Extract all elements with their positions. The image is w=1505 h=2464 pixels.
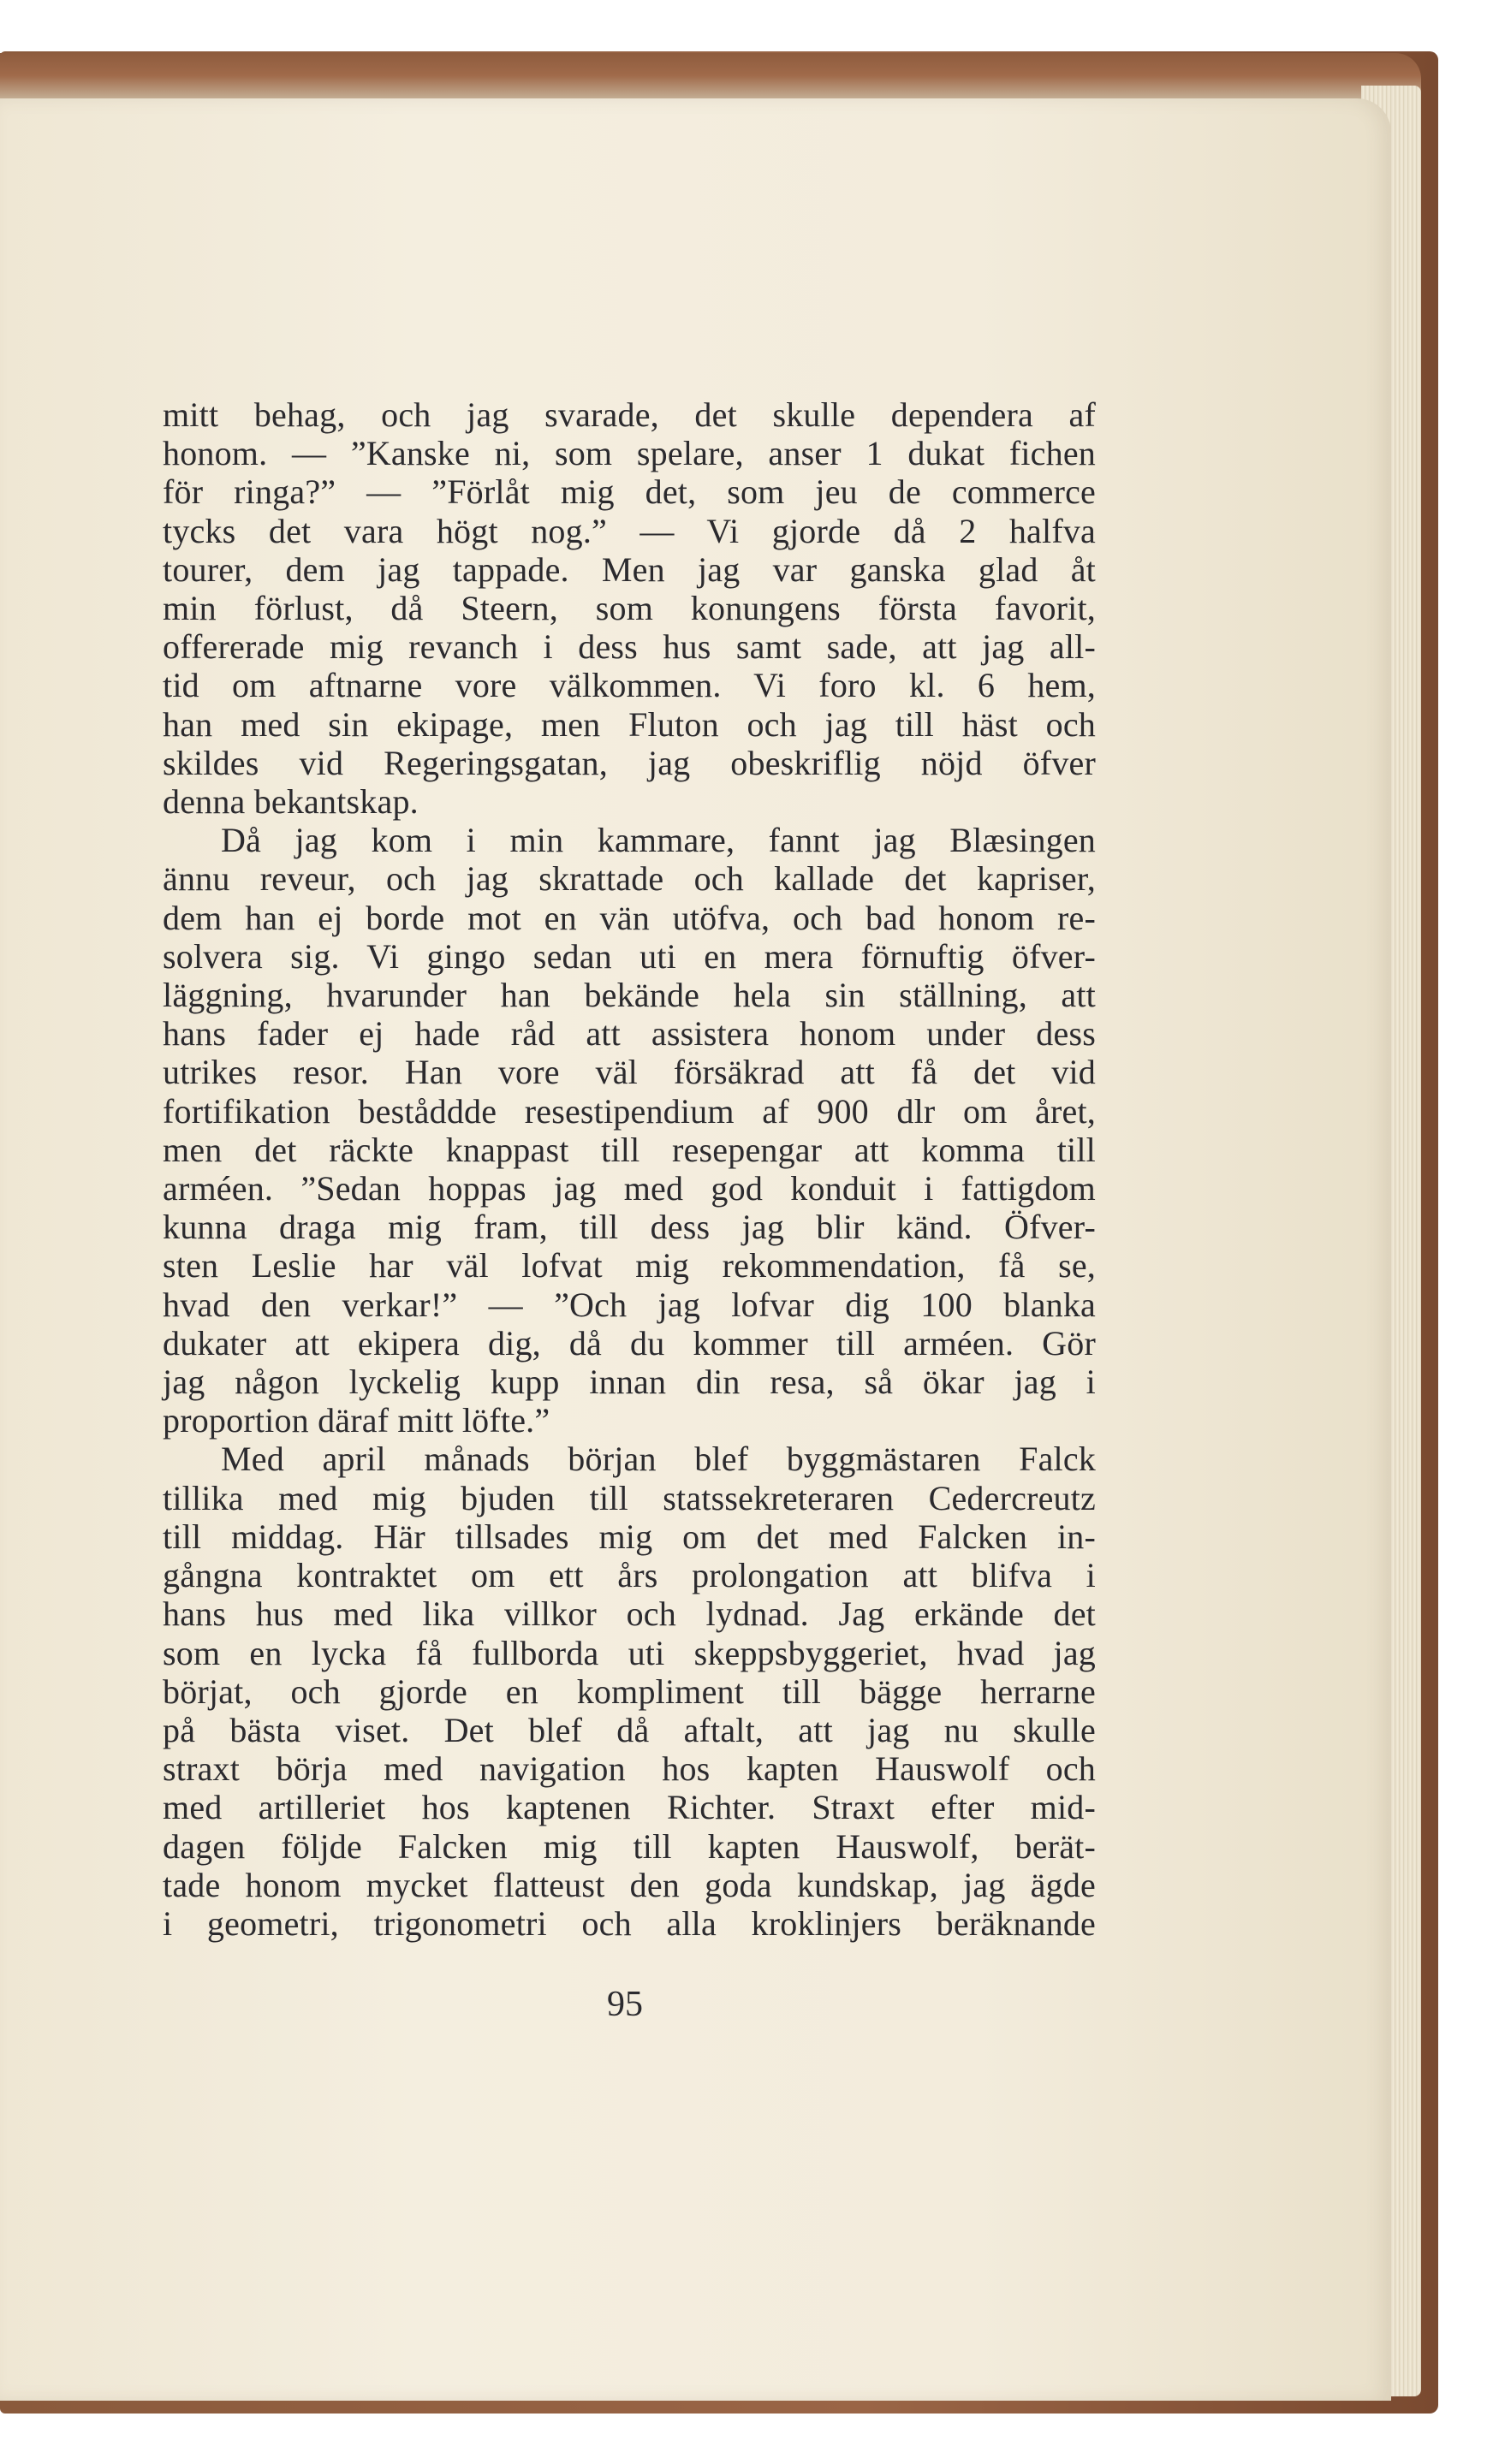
text-line: dukater att ekipera dig, då du kommer till arméen. Gör — [163, 1323, 1096, 1363]
text-line: läggning, hvarunder han bekände hela sin ställning, att — [163, 976, 1096, 1015]
text-line: min förlust, då Steern, som konungens första favorit, — [163, 589, 1096, 628]
text-line: till middag. Här tillsades mig om det med Falcken in- — [163, 1517, 1096, 1556]
text-line: proportion däraf mitt löfte.” — [163, 1401, 550, 1440]
text-line: för ringa?” — ”Förlåt mig det, som jeu de commerce — [163, 472, 1096, 512]
text-line: honom. — ”Kanske ni, som spelare, anser 1 dukat fichen — [163, 434, 1096, 473]
text-line: jag någon lyckelig kupp innan din resa, så ökar jag i — [163, 1363, 1096, 1402]
text-line: Med april månads början blef byggmästaren Falck — [221, 1440, 1096, 1479]
text-line: straxt börja med navigation hos kapten Hauswolf och — [163, 1749, 1096, 1789]
text-line: offererade mig revanch i dess hus samt sade, att jag all- — [163, 627, 1096, 667]
text-line: dagen följde Falcken mig till kapten Hauswolf, berät- — [163, 1826, 1096, 1866]
text-line: hvad den verkar!” — ”Och jag lofvar dig 100 blanka — [163, 1285, 1096, 1324]
text-line: gångna kontraktet om ett års prolongation att blifva i — [163, 1556, 1096, 1595]
text-line: han med sin ekipage, men Fluton och jag till häst och — [163, 704, 1096, 744]
text-line: fortifikation beståddde resestipendium af 900 dlr om året, — [163, 1091, 1096, 1131]
text-line: skildes vid Regeringsgatan, jag obeskriflig nöjd öfver — [163, 743, 1096, 782]
text-line: på bästa viset. Det blef då aftalt, att jag nu skulle — [163, 1710, 1096, 1749]
text-line: kunna draga mig fram, till dess jag blir känd. Öfver- — [163, 1208, 1096, 1247]
text-line: tid om aftnarne vore välkommen. Vi foro kl. 6 hem, — [163, 666, 1096, 705]
text-line: dem han ej borde mot en vän utöfva, och bad honom re- — [163, 898, 1096, 937]
text-line: ännu reveur, och jag skrattade och kallade det kapriser, — [163, 859, 1096, 899]
text-line: Då jag kom i min kammare, fannt jag Blæsingen — [221, 821, 1096, 860]
text-line: tade honom mycket flatteust den goda kundskap, jag ägde — [163, 1865, 1096, 1904]
text-line: tycks det vara högt nog.” — Vi gjorde då 2 halfva — [163, 511, 1096, 550]
text-line: som en lycka få fullborda uti skeppsbyggeriet, hvad jag — [163, 1633, 1096, 1672]
text-line: hans fader ej hade råd att assistera honom under dess — [163, 1014, 1096, 1054]
text-line: börjat, och gjorde en kompliment till bägge herrarne — [163, 1671, 1096, 1711]
text-line: tillika med mig bjuden till statssekreteraren Cedercreutz — [163, 1478, 1096, 1517]
page-number: 95 — [607, 1985, 643, 2024]
body-text — [163, 395, 1096, 1943]
text-line: arméen. ”Sedan hoppas jag med god konduit i fattigdom — [163, 1169, 1096, 1208]
book-top-edge — [0, 53, 1421, 103]
text-line: utrikes resor. Han vore väl försäkrad att få det vid — [163, 1053, 1096, 1092]
text-line: med artilleriet hos kaptenen Richter. Straxt efter mid- — [163, 1788, 1096, 1827]
text-line: solvera sig. Vi gingo sedan uti en mera förnuftig öfver- — [163, 936, 1096, 976]
text-line: denna bekantskap. — [163, 782, 419, 822]
text-line: i geometri, trigonometri och alla kroklinjers beräknande — [163, 1903, 1096, 1943]
text-line: tourer, dem jag tappade. Men jag var ganska glad åt — [163, 549, 1096, 589]
text-line: men det räckte knappast till resepengar att komma till — [163, 1130, 1096, 1169]
text-line: hans hus med lika villkor och lydnad. Jag erkände det — [163, 1594, 1096, 1634]
text-line: sten Leslie har väl lofvat mig rekommendation, få se, — [163, 1246, 1096, 1285]
text-line: mitt behag, och jag svarade, det skulle dependera af — [163, 395, 1096, 434]
